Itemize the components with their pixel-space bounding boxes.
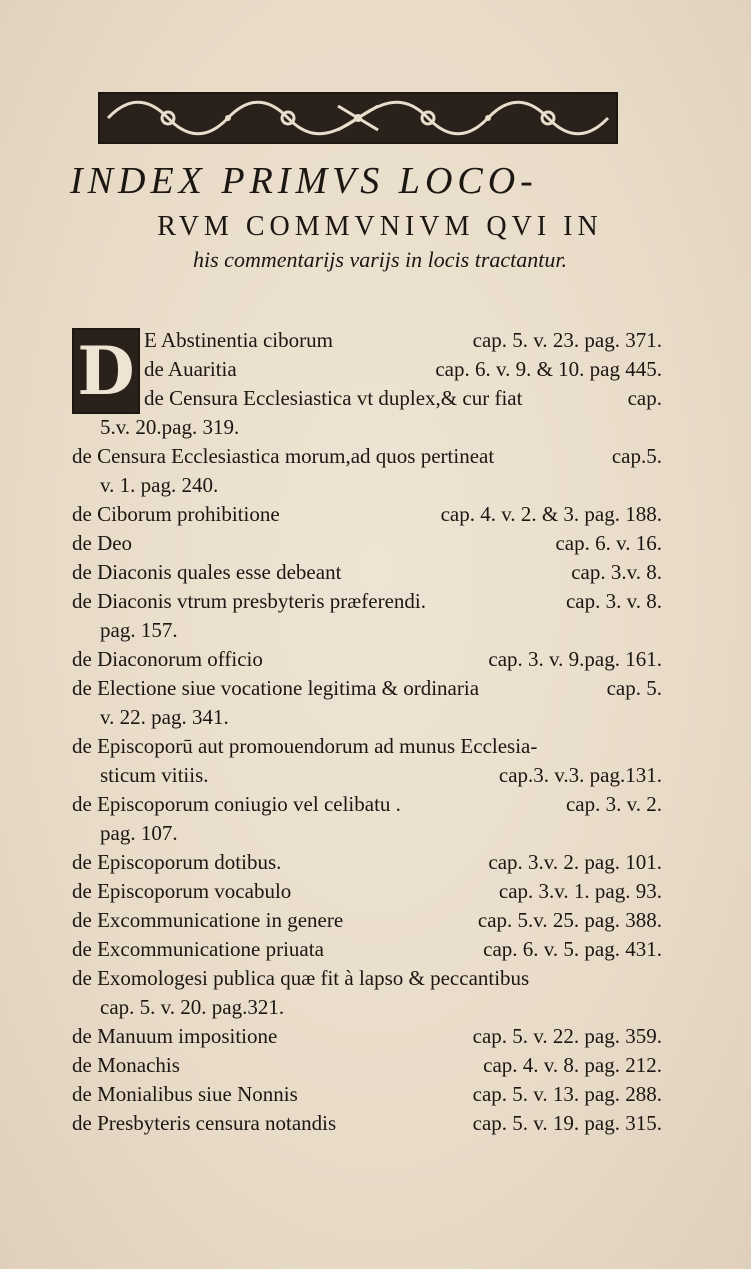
entry-term: de Censura Ecclesiastica vt duplex,& cur fiat [144, 386, 523, 410]
entry-term: de Monialibus siue Nonnis [72, 1082, 298, 1106]
entry-term: de Exomologesi publica quæ fit à lapso & peccantibus [72, 966, 530, 990]
index-entry [72, 790, 662, 848]
index-entry [72, 674, 662, 732]
index-entry [72, 500, 662, 529]
title-line-3: his commentarijs varijs in locis tractantur. [193, 247, 567, 272]
entry-continuation: cap. 5. v. 20. pag.321. [100, 995, 285, 1019]
index-entry [72, 1022, 662, 1051]
entry-term: de Censura Ecclesiastica morum,ad quos pertineat [72, 444, 495, 468]
entry-reference: cap. 5. [606, 676, 662, 700]
index-entry [72, 964, 662, 1022]
entry-reference: cap. 6. v. 16. [555, 531, 662, 555]
entry-term: de Manuum impositione [72, 1024, 278, 1048]
entry-term: de Deo [72, 531, 133, 555]
entry-continuation: pag. 107. [100, 821, 178, 845]
index-entry [72, 326, 662, 413]
entry-term: de Episcoporū aut promouendorum ad munus Ecclesia- [72, 734, 538, 758]
entry-continuation: 5.v. 20.pag. 319. [100, 415, 240, 439]
entry-line [144, 355, 662, 384]
entry-reference: cap. 5. v. 13. pag. 288. [472, 1082, 662, 1106]
index-entry [72, 442, 662, 500]
index-entry [72, 1080, 662, 1109]
entry-term: E Abstinentia ciborum [144, 328, 333, 352]
title-line-1: INDEX PRIMVS LOCO- [70, 160, 538, 202]
index-entry [72, 645, 662, 674]
entry-reference: cap. 4. v. 8. pag. 212. [483, 1053, 662, 1077]
index-entry [72, 1109, 662, 1138]
entry-reference: cap. 6. v. 9. & 10. pag 445. [435, 357, 662, 381]
entry-continuation: v. 1. pag. 240. [100, 473, 219, 497]
entry-term: de Excommunicatione in genere [72, 908, 344, 932]
entry-term: de Diaconis vtrum presbyteris præferendi. [72, 589, 426, 613]
index-entry [72, 732, 662, 790]
index-entries [72, 326, 662, 1138]
entry-continuation: pag. 157. [100, 618, 178, 642]
entry-term: de Episcoporum dotibus. [72, 850, 282, 874]
entry-reference: cap. 5. v. 23. pag. 371. [472, 328, 662, 352]
entry-term: de Episcoporum coniugio vel celibatu . [72, 792, 401, 816]
entry-reference: cap. 6. v. 5. pag. 431. [483, 937, 662, 961]
entry-term: de Excommunicatione priuata [72, 937, 324, 961]
index-entry [72, 413, 662, 442]
decorated-initial [72, 328, 140, 414]
index-entry [72, 558, 662, 587]
index-entry [72, 529, 662, 558]
index-title [70, 158, 670, 274]
index-entry [72, 877, 662, 906]
index-entry [72, 587, 662, 645]
entry-term: de Auaritia [144, 357, 237, 381]
entry-reference: cap. 5. v. 19. pag. 315. [472, 1111, 662, 1135]
entry-reference: cap. 3.v. 8. [571, 560, 662, 584]
index-entry [72, 935, 662, 964]
initial-letter: D [77, 332, 135, 410]
index-entry [72, 848, 662, 877]
entry-line [144, 384, 662, 413]
entry-reference: cap.5. [611, 444, 662, 468]
entry-reference: cap. [627, 386, 662, 410]
entry-reference: cap.3. v.3. pag.131. [498, 763, 662, 787]
entry-line [144, 326, 662, 355]
entry-term: de Diaconorum officio [72, 647, 263, 671]
entry-reference: cap. 4. v. 2. & 3. pag. 188. [440, 502, 662, 526]
entry-term: de Diaconis quales esse debeant [72, 560, 342, 584]
entry-reference: cap. 3.v. 2. pag. 101. [488, 850, 662, 874]
entry-continuation: sticum vitiis. [100, 763, 209, 787]
entry-reference: cap. 3. v. 8. [565, 589, 662, 613]
index-entry [72, 1051, 662, 1080]
index-entry [72, 906, 662, 935]
entry-reference: cap. 3. v. 9.pag. 161. [488, 647, 662, 671]
entry-reference: cap. 3. v. 2. [565, 792, 662, 816]
entry-term: de Presbyteris censura notandis [72, 1111, 337, 1135]
headpiece-ornament [98, 92, 618, 144]
entry-term: de Monachis [72, 1053, 180, 1077]
entry-term: de Electione siue vocatione legitima & ordinaria [72, 676, 480, 700]
entry-continuation: v. 22. pag. 341. [100, 705, 229, 729]
entry-reference: cap. 5.v. 25. pag. 388. [477, 908, 662, 932]
entry-reference: cap. 5. v. 22. pag. 359. [472, 1024, 662, 1048]
entry-term: de Episcoporum vocabulo [72, 879, 292, 903]
entry-term: de Ciborum prohibitione [72, 502, 280, 526]
title-line-2: RVM COMMVNIVM QVI IN [157, 211, 603, 242]
entry-reference: cap. 3.v. 1. pag. 93. [498, 879, 662, 903]
